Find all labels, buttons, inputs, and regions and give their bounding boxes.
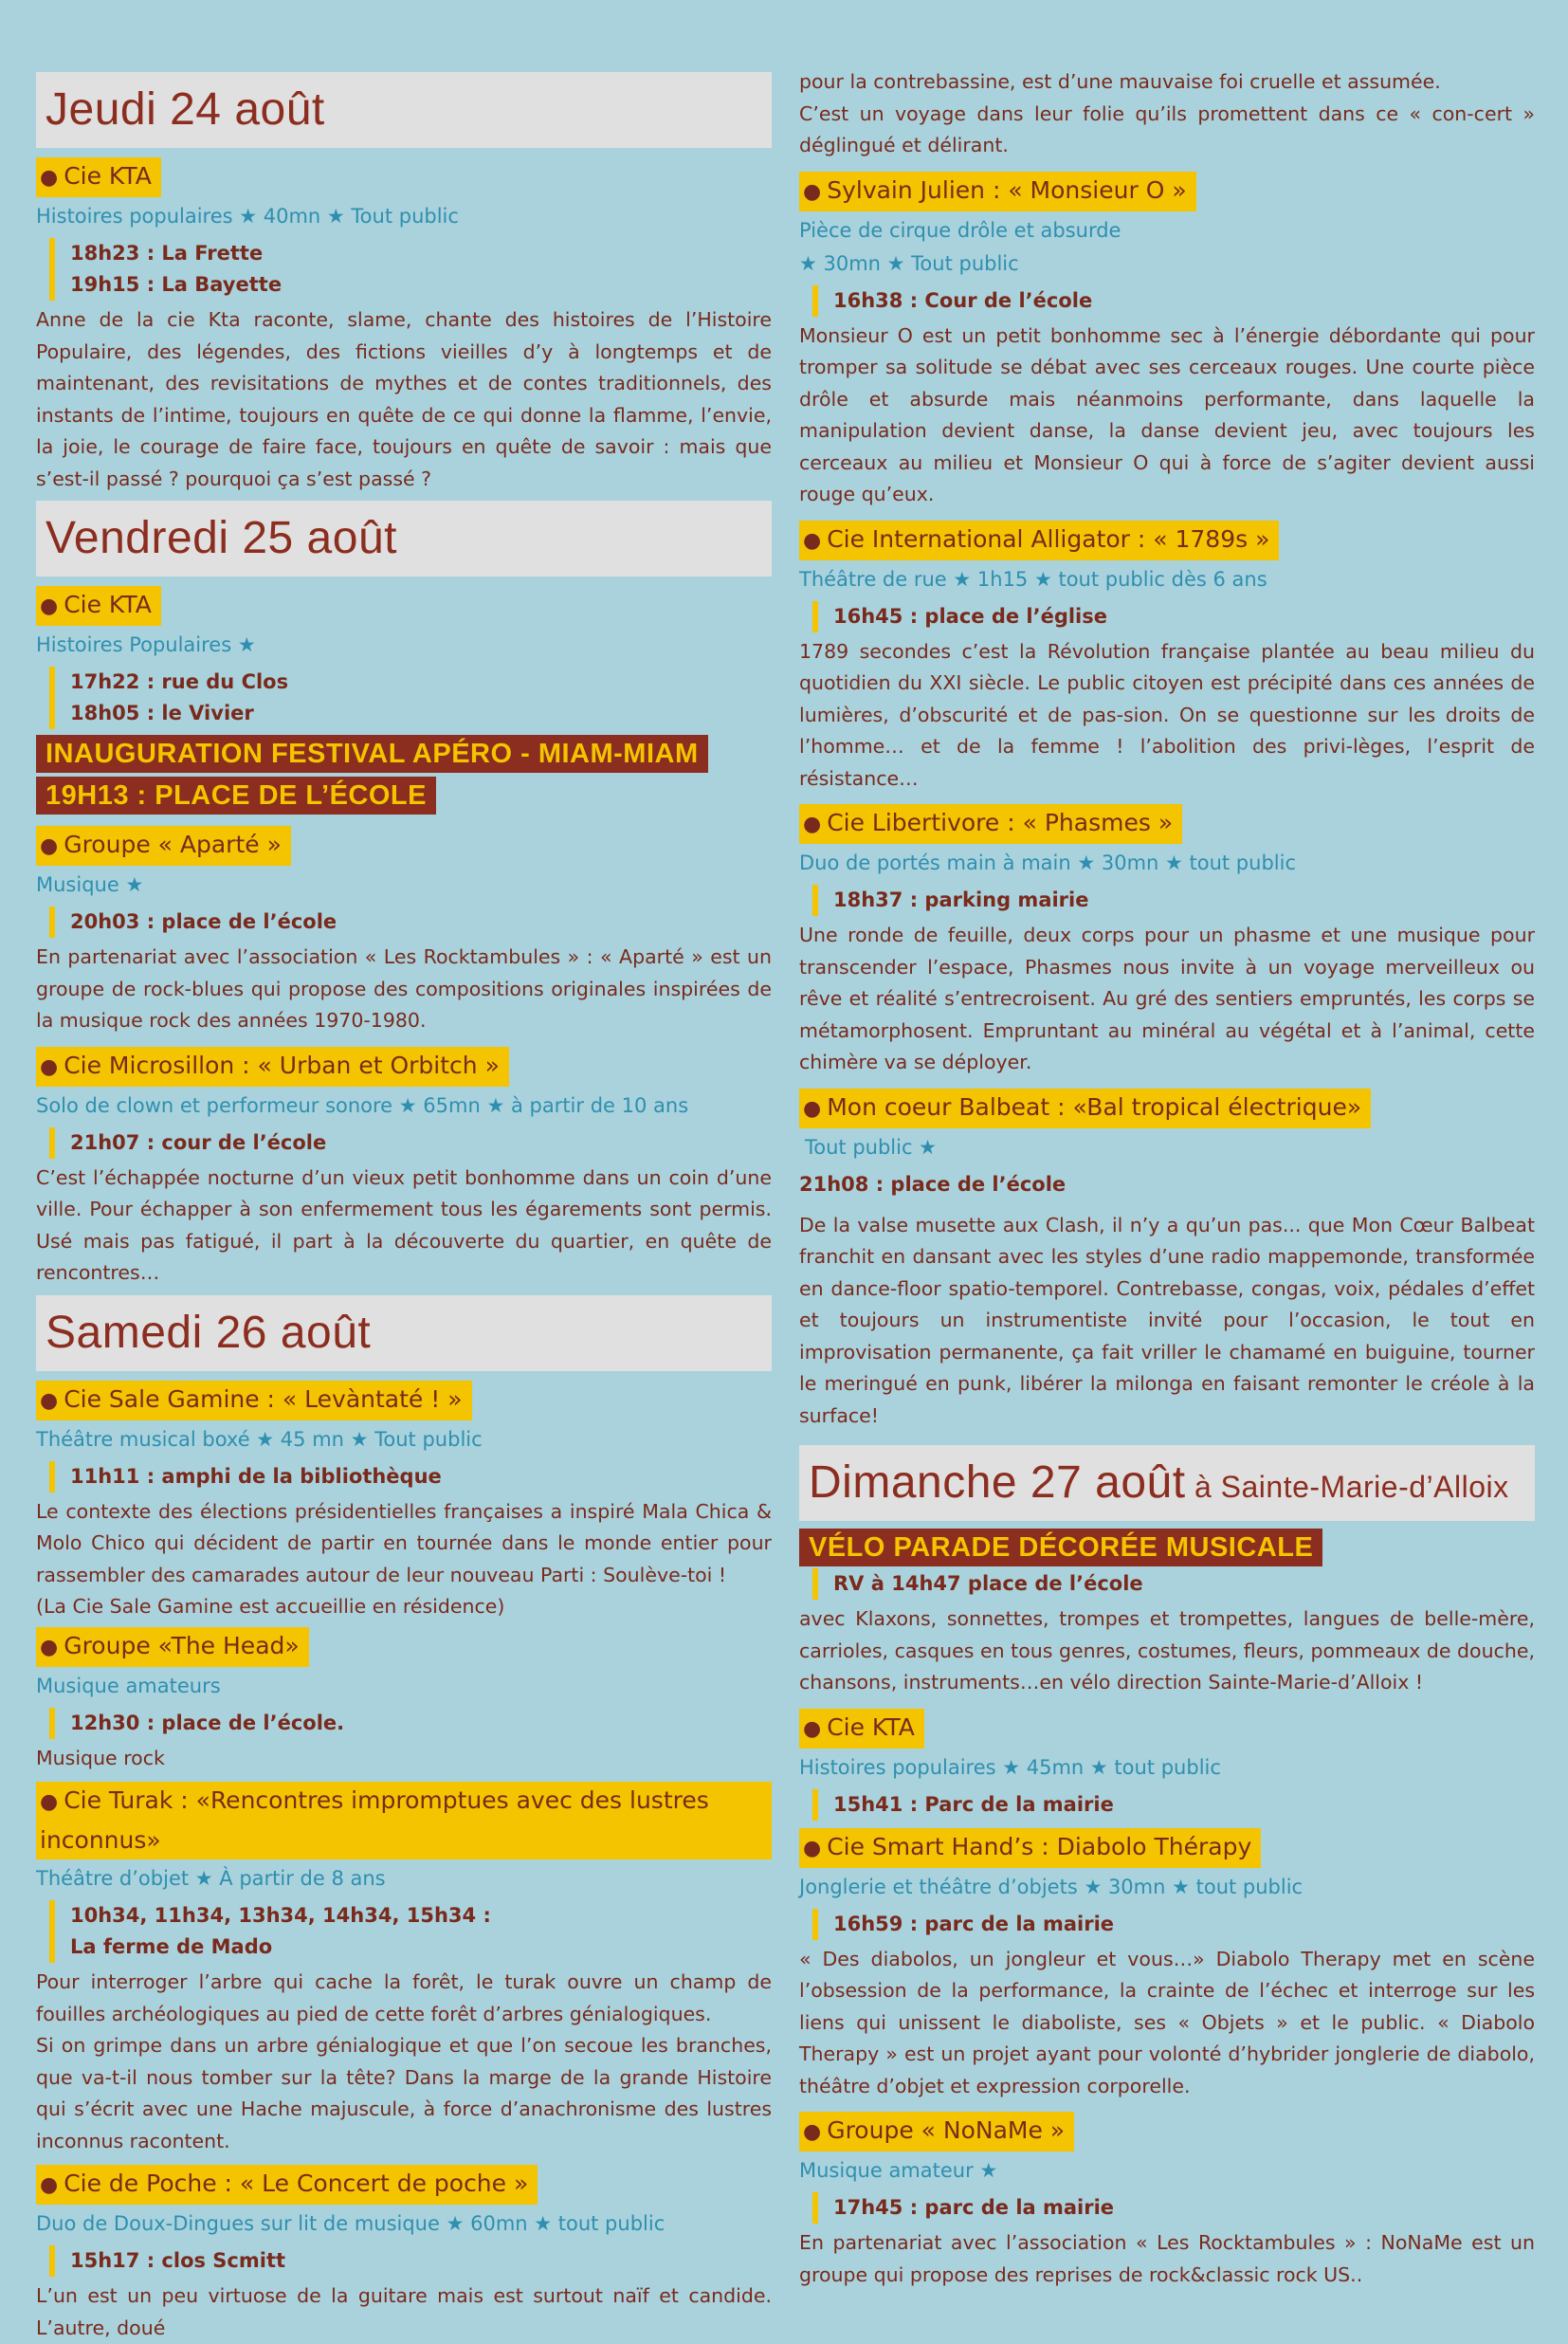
- velo-parade-banner: VÉLO PARADE DÉCORÉE MUSICALE: [799, 1529, 1322, 1566]
- act-times: [812, 285, 1535, 317]
- bullet-icon: ●: [803, 1096, 822, 1121]
- day-heading-sunday: [799, 1445, 1535, 1521]
- time-line: 18h23 : La Frette: [70, 242, 264, 265]
- right-column: [799, 66, 1535, 2291]
- act-times: [812, 1789, 1535, 1821]
- act-description: L’un est un peu virtuose de la guitare mais est surtout naïf et candide. L’autre, doué: [36, 2284, 772, 2339]
- day-heading-friday: Vendredi 25 août: [36, 501, 772, 577]
- act-times: [49, 1708, 772, 1739]
- act-times: [49, 238, 772, 301]
- act-title: [799, 2112, 1074, 2152]
- act-times: [49, 1900, 772, 1963]
- time-line: 18h05 : le Vivier: [70, 702, 254, 724]
- act-name: Cie Sale Gamine : « Levàntaté ! »: [64, 1384, 463, 1413]
- bullet-icon: ●: [803, 179, 822, 204]
- act-description: « Des diabolos, un jongleur et vous…» Diabolo Therapy met en scène l’obsession de la performance, la crainte de l’échec et interroge sur les liens qui unissent le diaboliste, ses « Objets » et le public. « Diabolo Therapy » est un projet ayant pour volonté d’hybrider jonglerie de diabolo, théâtre d’objet et expression corporelle.: [799, 1947, 1535, 2097]
- act-title: [36, 157, 161, 197]
- time-line: 18h37 : parking mairie: [833, 888, 1089, 911]
- act-meta: Musique amateurs: [36, 1674, 221, 1697]
- act-name: Cie International Alligator : « 1789s »: [827, 524, 1270, 553]
- act-meta: Musique ★: [36, 873, 144, 896]
- time-line: 11h11 : amphi de la bibliothèque: [70, 1464, 442, 1488]
- bullet-icon: ●: [803, 813, 822, 836]
- act-title: [36, 826, 291, 866]
- time-line: 17h22 : rue du Clos: [70, 670, 289, 693]
- bullet-icon: ●: [803, 1716, 822, 1741]
- bullet-icon: ●: [803, 528, 822, 553]
- time-line: 16h45 : place de l’église: [833, 604, 1107, 628]
- act-meta: Théâtre musical boxé ★ 45 mn ★ Tout public: [36, 1427, 483, 1451]
- act-meta: Pièce de cirque drôle et absurde: [799, 218, 1121, 242]
- act-description: 1789 secondes c’est la Révolution française plantée au beau milieu du quotidien du XXI siècle. Le public citoyen est précipité dans ces années de lumières, d’obscurité et de pas-sion. On se questionne sur les droits de l’homme… et de la femme ! l’abolition des privi-lèges, l’esprit de résistance…: [799, 639, 1535, 790]
- bullet-icon: ●: [40, 1790, 59, 1814]
- inauguration-place-banner: 19H13 : PLACE DE L’ÉCOLE: [36, 777, 436, 815]
- act-title: [799, 1089, 1371, 1128]
- act-description: De la valse musette aux Clash, il n’y a qu’un pas... que Mon Cœur Balbeat franchit en dansant avec les styles d’une radio mappemonde, transformée en dance-floor spatio-temporel. Contrebasse, congas, voix, pédales d’effet et toujours un instrumentiste invité pour l’occasion, le tout en improvisation permanente, ça fait vriller le chamamé en buiguine, tourner le meringué en punk, libérer la milonga en faisant remonter le créole à la surface!: [799, 1213, 1535, 1427]
- bullet-icon: ●: [40, 834, 59, 858]
- act-times: [812, 1568, 1535, 1600]
- day-location: à Sainte-Marie-d’Alloix: [1185, 1470, 1509, 1504]
- act-meta: Jonglerie et théâtre d’objets ★ 30mn ★ tout public: [799, 1875, 1304, 1898]
- act-name: Cie Microsillon : « Urban et Orbitch »: [64, 1051, 500, 1079]
- act-meta: Théâtre d’objet ★ À partir de 8 ans: [36, 1867, 386, 1890]
- act-time: 21h08 : place de l’école: [799, 1172, 1067, 1196]
- act-meta: Histoires populaires ★ 45mn ★ tout public: [799, 1755, 1221, 1779]
- act-title: [799, 1709, 924, 1749]
- act-times: [49, 2245, 772, 2277]
- bullet-icon: ●: [803, 2120, 822, 2144]
- act-title: [36, 586, 161, 626]
- act-title: [36, 1627, 309, 1667]
- act-times: [812, 601, 1535, 632]
- bullet-icon: ●: [803, 1836, 822, 1860]
- time-line: 16h59 : parc de la mairie: [833, 1912, 1115, 1935]
- act-name: Groupe «The Head»: [64, 1631, 300, 1659]
- bullet-icon: ●: [40, 1635, 59, 1659]
- act-description-continued: pour la contrebassine, est d’une mauvaise foi cruelle et assumée.: [799, 70, 1441, 93]
- act-description: Musique rock: [36, 1746, 165, 1769]
- bullet-icon: ●: [40, 1054, 59, 1079]
- act-times: [49, 906, 772, 938]
- day-title: Dimanche 27 août: [809, 1457, 1186, 1508]
- act-title: [36, 2165, 538, 2205]
- act-title: [36, 1381, 472, 1420]
- act-description: Monsieur O est un petit bonhomme sec à l’énergie débordante qui pour tromper sa solitude se débat avec ses cerceaux rouges. Une courte pièce drôle et absurde mais néanmoins performante, dans laquelle la manipulation devient danse, la danse devient jeu, avec toujours les cerceaux au milieu et Monsieur O qui à force de s’agiter devient aussi rouge qu’eux.: [799, 323, 1535, 505]
- bullet-icon: ●: [40, 2173, 59, 2197]
- act-name: Sylvain Julien : « Monsieur O »: [827, 175, 1187, 204]
- time-line: 19h15 : La Bayette: [70, 273, 283, 296]
- act-description: Si on grimpe dans un arbre génialogique et que l’on secoue les branches, que va-t-il nous tomber sur la tête? Dans la marge de la grande Histoire qui s’écrit avec une Hache majuscule, à force d’anachronisme des lustres inconnus racontent.: [36, 2034, 772, 2152]
- act-title: [799, 804, 1182, 844]
- act-times: [812, 1909, 1535, 1940]
- act-name: Cie de Poche : « Le Concert de poche »: [64, 2170, 529, 2197]
- act-name: Cie KTA: [64, 591, 152, 618]
- act-description: Le contexte des élections présidentielles françaises a inspiré Mala Chica & Molo Chico qui décident de partir en tournée dans le monde entier pour rassembler des camarades autour de leur nouveau Parti : Soulève-toi !: [36, 1499, 772, 1586]
- act-description: En partenariat avec l’association « Les Rocktambules » : « Aparté » est un groupe de rock-blues qui propose des compositions originales inspirées de la musique rock des années 1970-1980.: [36, 945, 772, 1032]
- act-name: Cie Libertivore : « Phasmes »: [827, 809, 1174, 836]
- time-line: 15h41 : Parc de la mairie: [833, 1792, 1114, 1816]
- act-times: [812, 2192, 1535, 2224]
- left-column: [36, 66, 772, 2344]
- act-meta: Histoires Populaires ★: [36, 633, 256, 656]
- act-title: [36, 1047, 509, 1087]
- act-name: Groupe « NoNaMe »: [827, 2116, 1066, 2144]
- act-name: Cie KTA: [64, 162, 152, 190]
- act-description-continued: C’est un voyage dans leur folie qu’ils promettent dans ce « con-cert » déglingué et délirant.: [799, 101, 1535, 156]
- act-name: Cie Turak : «Rencontres impromptues avec des lustres inconnus»: [40, 1786, 709, 1854]
- act-description: En partenariat avec l’association « Les Rocktambules » : NoNaMe est un groupe qui propose des reprises de rock&classic rock US..: [799, 2231, 1535, 2286]
- act-note: (La Cie Sale Gamine est accueillie en résidence): [36, 1595, 505, 1618]
- act-description: Anne de la cie Kta raconte, slame, chante des histoires de l’Histoire Populaire, des légendes, des fictions vieilles d’y à longtemps et de maintenant, des revisitations de mythes et de contes traditionnels, des instants de l’intime, toujours en quête de ce qui donne la flamme, l’envie, la joie, le courage de faire face, toujours en quête de savoir : mais que s’est-il passé ? pourquoi ça s’est passé ?: [36, 308, 772, 490]
- act-title: [36, 1782, 772, 1859]
- time-line: 12h30 : place de l’école.: [70, 1711, 345, 1734]
- act-name: Groupe « Aparté »: [64, 831, 282, 858]
- time-line: RV à 14h47 place de l’école: [833, 1572, 1143, 1595]
- bullet-icon: ●: [40, 595, 59, 618]
- act-title: [799, 1828, 1261, 1868]
- act-times: [812, 885, 1535, 916]
- act-description: avec Klaxons, sonnettes, trompes et trompettes, langues de belle-mère, carrioles, casques en tous genres, costumes, fleurs, pommeaux de douche, chansons, instruments…en vélo direction Sainte-Marie-d’Alloix !: [799, 1607, 1535, 1694]
- day-heading-thursday: Jeudi 24 août: [36, 72, 772, 148]
- bullet-icon: ●: [40, 166, 59, 190]
- act-name: Cie Smart Hand’s : Diabolo Thérapy: [827, 1832, 1252, 1860]
- act-name: Mon coeur Balbeat : «Bal tropical électrique»: [827, 1092, 1362, 1121]
- act-meta: Duo de portés main à main ★ 30mn ★ tout public: [799, 852, 1296, 874]
- act-description: Une ronde de feuille, deux corps pour un phasme et une musique pour transcender l’espace, Phasmes nous invite à un voyage merveilleux ou rêve et réalité s’entrecroisent. Au gré des sentiers empruntés, les corps se métamorphosent. Empruntant au minéral au végétal et à l’animal, cette chimère va se déployer.: [799, 924, 1535, 1073]
- act-meta: Musique amateur ★: [799, 2159, 998, 2182]
- act-times: [49, 667, 772, 729]
- act-times: [49, 1461, 772, 1492]
- time-line: 21h07 : cour de l’école: [70, 1130, 327, 1154]
- act-meta: Histoires populaires ★ 40mn ★ Tout public: [36, 205, 459, 228]
- act-description: C’est l’échappée nocturne d’un vieux petit bonhomme dans un coin d’une ville. Pour échapper à son enfermement tous les égarements sont permis. Usé mais pas fatigué, il part à la découverte du quartier, en quête de rencontres…: [36, 1165, 772, 1284]
- act-meta: ★ 30mn ★ Tout public: [799, 251, 1019, 275]
- time-line: 16h38 : Cour de l’école: [833, 288, 1093, 312]
- act-times: [49, 1127, 772, 1159]
- act-meta: Théâtre de rue ★ 1h15 ★ tout public dès 6 ans: [799, 567, 1267, 591]
- act-meta: Solo de clown et performeur sonore ★ 65mn ★ à partir de 10 ans: [36, 1093, 689, 1117]
- act-meta: Tout public ★: [805, 1135, 938, 1159]
- act-name: Cie KTA: [827, 1712, 915, 1741]
- time-line: 17h45 : parc de la mairie: [833, 2196, 1115, 2219]
- act-title: [799, 172, 1196, 211]
- inauguration-banner: INAUGURATION FESTIVAL APÉRO - MIAM-MIAM: [36, 735, 708, 773]
- act-title: [799, 521, 1279, 560]
- time-line: 15h17 : clos Scmitt: [70, 2249, 286, 2272]
- bullet-icon: ●: [40, 1388, 59, 1413]
- act-description: Pour interroger l’arbre qui cache la forêt, le turak ouvre un champ de fouilles archéologiques au pied de cette forêt d’arbres génialogiques.: [36, 1970, 772, 2025]
- time-line: 20h03 : place de l’école: [70, 910, 337, 933]
- day-heading-saturday: Samedi 26 août: [36, 1295, 772, 1371]
- time-line: 10h34, 11h34, 13h34, 14h34, 15h34 :: [70, 1904, 491, 1927]
- time-line: La ferme de Mado: [70, 1935, 273, 1958]
- act-meta: Duo de Doux-Dingues sur lit de musique ★ 60mn ★ tout public: [36, 2212, 665, 2235]
